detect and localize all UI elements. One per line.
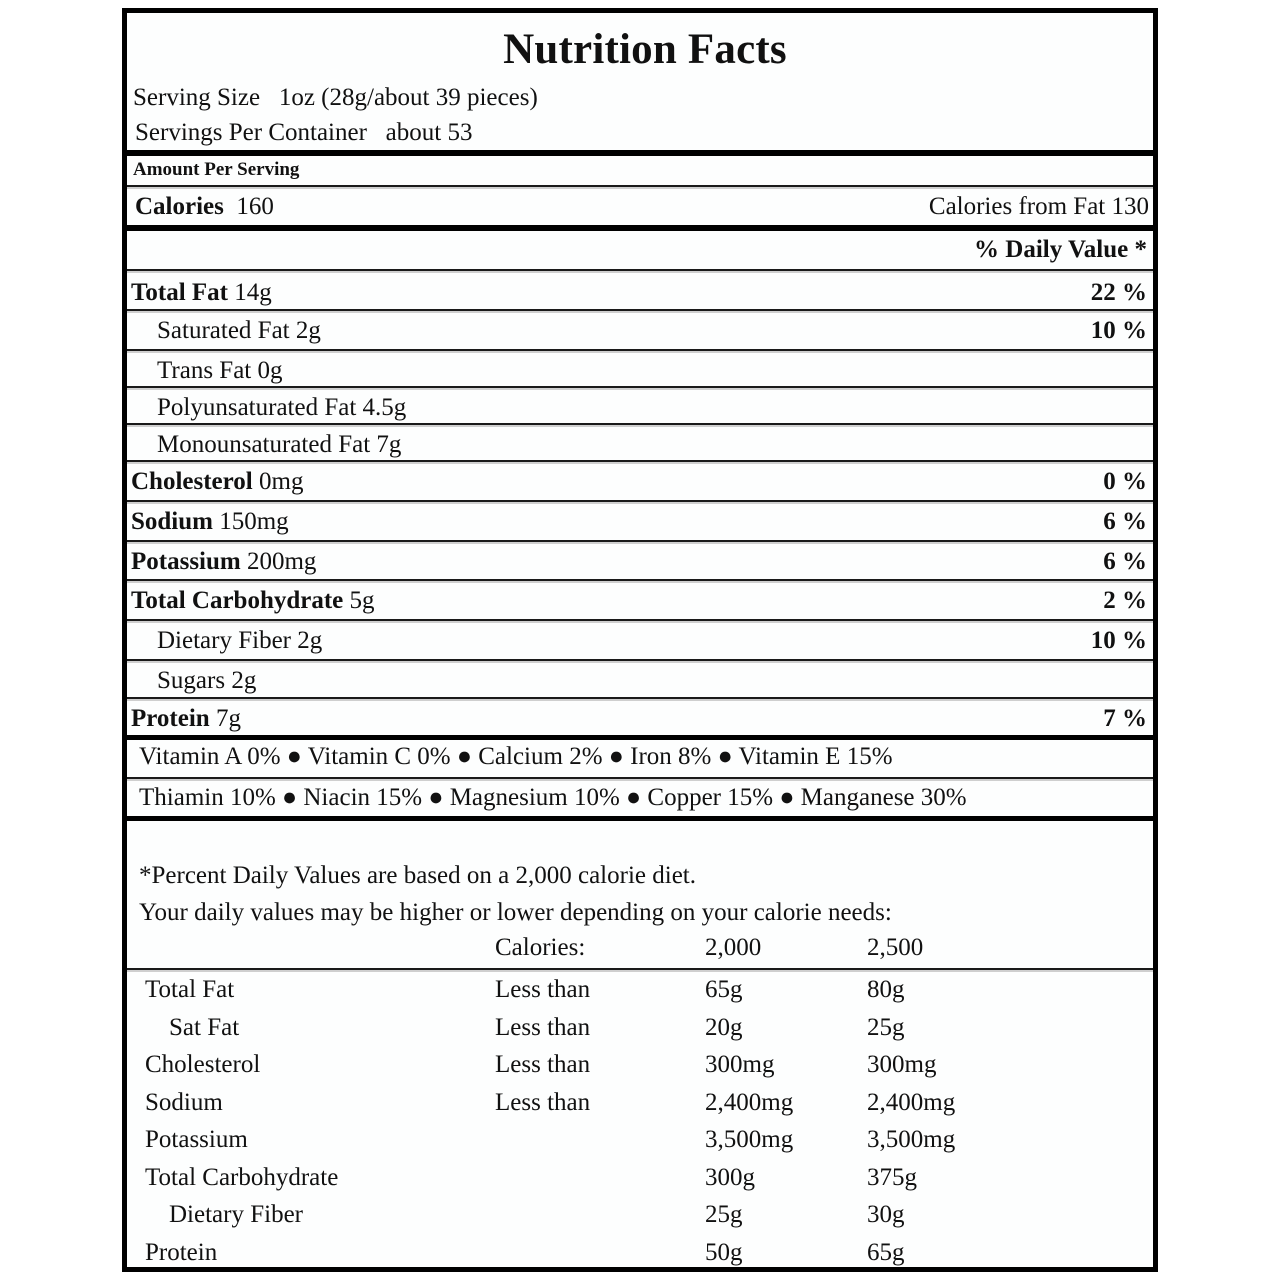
nutrient-name: Dietary Fiber — [157, 627, 291, 654]
dv-table-nutrient: Protein — [145, 1238, 218, 1266]
daily-value-header: % Daily Value * — [974, 236, 1147, 263]
nutrient-amount: 7g — [215, 705, 241, 732]
dv-table-value-2500: 300mg — [867, 1051, 937, 1078]
divider — [127, 619, 1153, 621]
nutrient-name: Trans Fat — [157, 357, 252, 384]
nutrient-row — [127, 464, 1153, 500]
dv-table-row — [127, 1234, 1153, 1271]
dv-table-calories-label: Calories: — [495, 934, 586, 961]
nutrient-name-amount — [131, 544, 316, 580]
amount-per-serving: Amount Per Serving — [133, 159, 300, 180]
serving-size — [133, 83, 538, 113]
servings-per-container — [135, 118, 472, 148]
serving-size-value: 1oz (28g/about 39 pieces) — [278, 84, 538, 111]
dv-table-nutrient: Cholesterol — [145, 1051, 261, 1078]
nutrient-amount: 200mg — [246, 548, 317, 575]
divider-thick — [127, 225, 1153, 231]
nutrient-daily-value: 7 % — [1103, 705, 1147, 732]
dv-table-value-2000: 2,400mg — [705, 1088, 794, 1116]
nutrient-amount: 4.5g — [362, 394, 407, 421]
dv-table-row — [127, 1046, 1153, 1083]
serving-size-label: Serving Size — [133, 84, 261, 111]
dv-table-header — [127, 929, 1153, 966]
nutrient-row — [127, 275, 1153, 311]
dv-table-row — [127, 1121, 1153, 1158]
nutrient-name: Monounsaturated Fat — [157, 431, 371, 458]
nutrient-name: Sugars — [157, 667, 226, 694]
divider — [127, 500, 1153, 502]
dv-table-col-2500: 2,500 — [867, 934, 924, 961]
footnote-line-2: Your daily values may be higher or lower depending on your calorie needs: — [139, 899, 892, 926]
nutrient-name-amount — [131, 504, 289, 540]
dv-table-value-2000: 300g — [705, 1163, 755, 1191]
nutrient-amount: 2g — [297, 627, 323, 654]
nutrient-name-amount — [131, 583, 375, 619]
nutrient-daily-value: 6 % — [1103, 508, 1147, 535]
nutrient-name: Polyunsaturated Fat — [157, 394, 357, 421]
dv-table-value-2500: 2,400mg — [867, 1088, 956, 1116]
nutrition-facts-label — [122, 8, 1158, 1272]
dv-table-nutrient: Sodium — [145, 1088, 223, 1116]
dv-table-value-2000: 3,500mg — [705, 1126, 794, 1153]
divider — [127, 185, 1153, 187]
nutrient-amount: 14g — [234, 279, 272, 306]
nutrient-daily-value: 0 % — [1103, 468, 1147, 495]
dv-table-limit: Less than — [495, 1051, 591, 1078]
dv-table-value-2500: 3,500mg — [867, 1126, 956, 1153]
calories — [135, 190, 274, 224]
divider-thick — [127, 816, 1153, 821]
dv-table-value-2500: 375g — [867, 1163, 917, 1191]
divider — [127, 697, 1153, 699]
dv-table-value-2000: 20g — [705, 1013, 743, 1041]
dv-table-limit: Less than — [495, 1013, 591, 1041]
nutrient-name: Cholesterol — [131, 468, 253, 495]
dv-table-value-2000: 50g — [705, 1238, 743, 1266]
divider — [127, 579, 1153, 581]
nutrient-name-amount — [157, 427, 401, 463]
dv-table-row — [127, 1009, 1153, 1046]
nutrient-amount: 2g — [231, 667, 257, 694]
nutrient-name-amount — [157, 663, 256, 699]
vitamins-line-1: Vitamin A 0% ● Vitamin C 0% ● Calcium 2% ● Iron 8% ● Vitamin E 15% — [139, 743, 893, 770]
dv-table-value-2500: 80g — [867, 976, 905, 1003]
dv-table-value-2000: 25g — [705, 1201, 743, 1228]
dv-table-limit: Less than — [495, 976, 591, 1003]
divider — [127, 777, 1153, 779]
nutrient-amount: 0g — [257, 357, 283, 384]
nutrient-amount: 150mg — [219, 508, 289, 535]
nutrient-row — [127, 544, 1153, 580]
dv-table-nutrient: Sat Fat — [169, 1013, 240, 1041]
nutrient-daily-value: 10 % — [1090, 317, 1147, 344]
nutrient-row — [127, 701, 1153, 737]
dv-table-col-2000: 2,000 — [705, 934, 762, 961]
nutrient-name: Protein — [131, 705, 210, 732]
nutrient-name-amount — [157, 390, 406, 426]
nutrient-amount: 7g — [376, 431, 402, 458]
nutrient-name-amount — [131, 701, 241, 737]
vitamins-line-2: Thiamin 10% ● Niacin 15% ● Magnesium 10% ● Copper 15% ● Manganese 30% — [139, 784, 967, 811]
dv-table-value-2500: 25g — [867, 1013, 905, 1041]
nutrient-name: Sodium — [131, 508, 213, 535]
servings-per-container-label: Servings Per Container — [135, 119, 367, 146]
nutrient-amount: 5g — [349, 587, 375, 614]
divider — [127, 269, 1153, 271]
divider — [127, 659, 1153, 661]
calories-label: Calories — [135, 193, 224, 220]
nutrient-name: Total Fat — [131, 279, 228, 306]
nutrient-row — [127, 663, 1153, 699]
nutrient-row — [127, 583, 1153, 619]
nutrient-row — [127, 504, 1153, 540]
dv-table-nutrient: Dietary Fiber — [169, 1201, 303, 1228]
nutrient-name-amount — [157, 623, 322, 659]
nutrient-daily-value: 6 % — [1103, 548, 1147, 575]
dv-table-nutrient: Potassium — [145, 1126, 248, 1153]
nutrient-daily-value: 10 % — [1090, 627, 1147, 654]
divider — [127, 968, 1153, 970]
divider — [127, 460, 1153, 462]
dv-table-row — [127, 1159, 1153, 1196]
divider-thick — [127, 150, 1153, 156]
dv-table-limit: Less than — [495, 1088, 591, 1116]
dv-table-row — [127, 1084, 1153, 1121]
calories-value: 160 — [236, 193, 274, 220]
divider — [127, 349, 1153, 351]
dv-table-value-2500: 65g — [867, 1238, 905, 1266]
nutrient-name-amount — [131, 464, 303, 500]
servings-per-container-value: about 53 — [385, 119, 473, 146]
divider — [127, 423, 1153, 425]
divider — [127, 309, 1153, 311]
nutrient-row — [127, 313, 1153, 349]
nutrient-row — [127, 353, 1153, 389]
nutrient-row — [127, 390, 1153, 426]
nutrient-name: Saturated Fat — [157, 317, 290, 344]
dv-table-value-2000: 65g — [705, 976, 743, 1003]
footnote-line-1: *Percent Daily Values are based on a 2,000 calorie diet. — [139, 862, 696, 889]
calories-from-fat: Calories from Fat 130 — [928, 193, 1149, 220]
nutrient-row — [127, 623, 1153, 659]
dv-table-value-2500: 30g — [867, 1201, 905, 1228]
nutrient-daily-value: 2 % — [1103, 587, 1147, 614]
nutrient-amount: 2g — [295, 317, 321, 344]
dv-table-row — [127, 971, 1153, 1008]
dv-table-value-2000: 300mg — [705, 1051, 775, 1078]
divider — [127, 386, 1153, 388]
nutrient-name-amount — [157, 313, 321, 349]
nutrient-name: Total Carbohydrate — [131, 587, 344, 614]
nutrient-amount: 0mg — [259, 468, 304, 495]
dv-table-nutrient: Total Fat — [145, 976, 235, 1003]
dv-table-row — [127, 1196, 1153, 1233]
dv-table-nutrient: Total Carbohydrate — [145, 1163, 339, 1191]
nutrient-daily-value: 22 % — [1090, 279, 1147, 306]
nutrient-row — [127, 427, 1153, 463]
divider — [127, 540, 1153, 542]
label-title: Nutrition Facts — [503, 26, 787, 73]
nutrient-name-amount — [157, 353, 283, 389]
nutrient-name: Potassium — [131, 548, 241, 575]
nutrient-name-amount — [131, 275, 272, 311]
